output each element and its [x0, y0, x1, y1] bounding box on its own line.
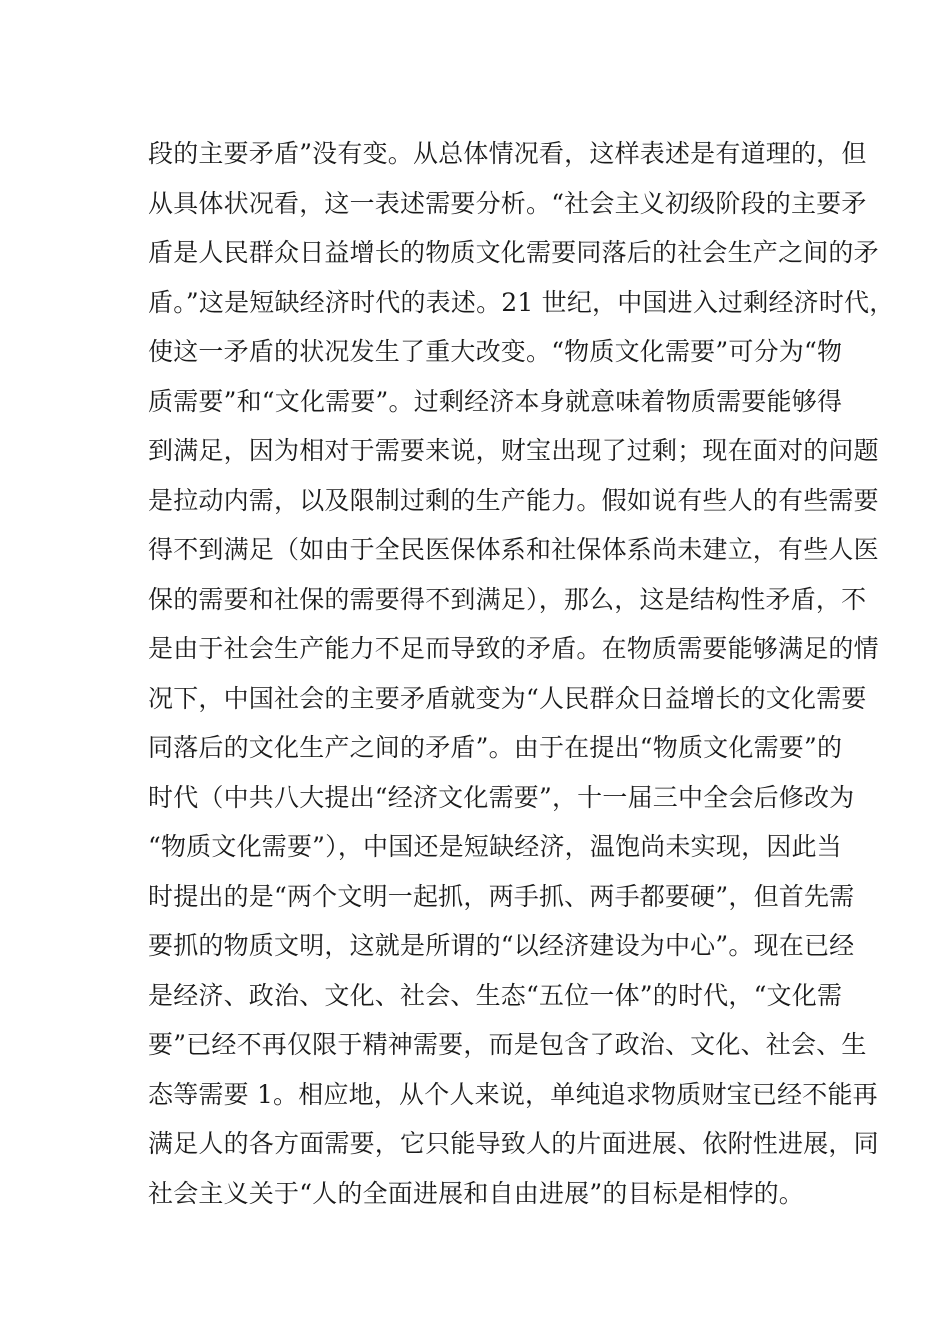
text-line: 要抓的物质文明，这就是所谓的“以经济建设为中心”。现在已经: [148, 931, 855, 960]
text-line: 是经济、政治、文化、社会、生态“五位一体”的时代，“文化需: [148, 980, 843, 1010]
text-line: 态等需要 1。相应地，从个人来说，单纯追求物质财宝已经不能再: [148, 1079, 878, 1109]
text-line: 况下，中国社会的主要矛盾就变为“人民群众日益增长的文化需要: [148, 683, 867, 713]
text-line: 质需要”和“文化需要”。过剩经济本身就意味着物质需要能够得: [148, 386, 843, 416]
text-line: 盾。”这是短缺经济时代的表述。21 世纪，中国进入过剩经济时代，: [148, 287, 895, 317]
text-line: 段的主要矛盾”没有变。从总体情况看，这样表述是有道理的，但: [148, 139, 867, 168]
text-line: 时代（中共八大提出“经济文化需要”，十一届三中全会后修改为: [148, 782, 855, 812]
text-line: 满足人的各方面需要，它只能导致人的片面进展、依附性进展，同: [148, 1129, 879, 1158]
text-line: 使这一矛盾的状况发生了重大改变。“物质文化需要”可分为“物: [148, 337, 843, 366]
text-line: 同落后的文化生产之间的矛盾”。由于在提出“物质文化需要”的: [148, 733, 843, 762]
text-line: 得不到满足（如由于全民医保体系和社保体系尚未建立，有些人医: [148, 535, 879, 564]
text-line: 社会主义关于“人的全面进展和自由进展”的目标是相悖的。: [148, 1178, 804, 1208]
text-line: 到满足，因为相对于需要来说，财宝出现了过剩；现在面对的问题: [148, 436, 879, 465]
text-line: 要”已经不再仅限于精神需要，而是包含了政治、文化、社会、生: [148, 1030, 867, 1059]
text-line: 是拉动内需，以及限制过剩的生产能力。假如说有些人的有些需要: [148, 485, 879, 515]
text-line: 保的需要和社保的需要得不到满足），那么，这是结构性矛盾，不: [148, 584, 867, 614]
body-paragraph: [148, 129, 895, 1218]
text-line: 时提出的是“两个文明一起抓，两手抓、两手都要硬”，但首先需: [148, 881, 855, 911]
text-line: 是由于社会生产能力不足而导致的矛盾。在物质需要能够满足的情: [148, 634, 879, 663]
text-line: 盾是人民群众日益增长的物质文化需要同落后的社会生产之间的矛: [148, 238, 879, 267]
text-line: 从具体状况看，这一表述需要分析。“社会主义初级阶段的主要矛: [148, 188, 867, 218]
text-line: “物质文化需要”），中国还是短缺经济，温饱尚未实现，因此当: [148, 832, 842, 861]
